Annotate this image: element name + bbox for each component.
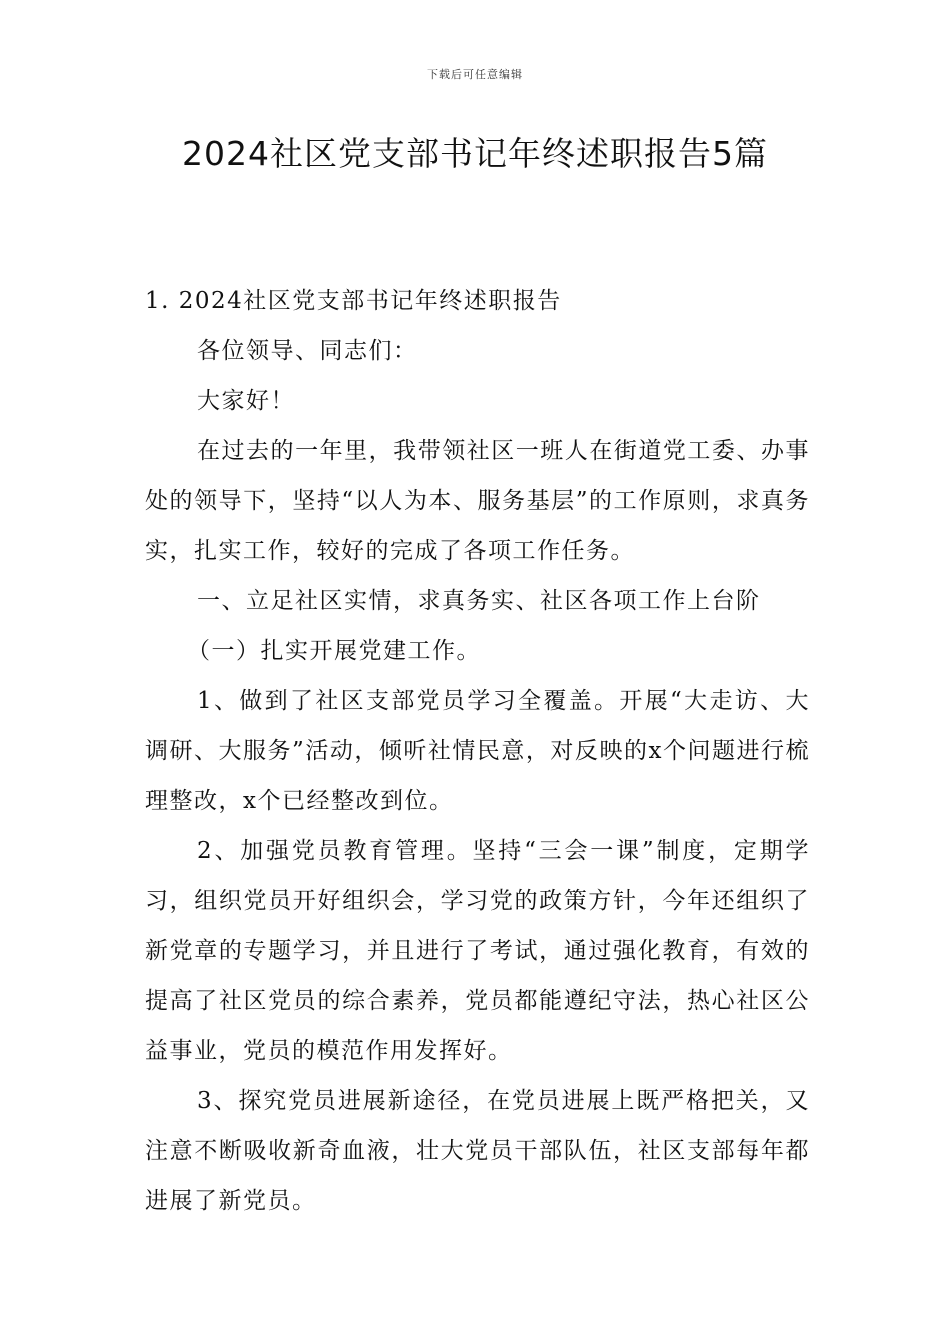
document-body (145, 276, 810, 1226)
paragraph-intro: 在过去的一年里，我带领社区一班人在街道党工委、办事处的领导下，坚持“以人为本、服务基层”的工作原则，求真务实，扎实工作，较好的完成了各项工作任务。 (145, 438, 810, 564)
paragraph-part-one: 一、立足社区实情，求真务实、社区各项工作上台阶 (197, 588, 761, 614)
paragraph-item-2: 2、加强党员教育管理。坚持“三会一课”制度，定期学习，组织党员开好组织会，学习党的政策方针，今年还组织了新党章的专题学习，并且进行了考试，通过强化教育，有效的提高了社区党员的综合素养，党员都能遵纪守法，热心社区公益事业，党员的模范作用发挥好。 (145, 838, 810, 1064)
section-heading: 1. 2024社区党支部书记年终述职报告 (145, 288, 562, 314)
document-title: 2024社区党支部书记年终述职报告5篇 (182, 134, 768, 173)
paragraph-sub-one: （一）扎实开展党建工作。 (187, 638, 481, 664)
greeting: 大家好！ (197, 388, 295, 414)
salutation: 各位领导、同志们： (197, 338, 418, 364)
paragraph-item-1: 1、做到了社区支部党员学习全覆盖。开展“大走访、大调研、大服务”活动，倾听社情民意，对反映的x个问题进行梳理整改，x个已经整改到位。 (145, 688, 810, 814)
header-note: 下载后可任意编辑 (427, 68, 523, 81)
paragraph-item-3: 3、探究党员进展新途径，在党员进展上既严格把关，又注意不断吸收新奇血液，壮大党员干部队伍，社区支部每年都进展了新党员。 (145, 1088, 810, 1214)
